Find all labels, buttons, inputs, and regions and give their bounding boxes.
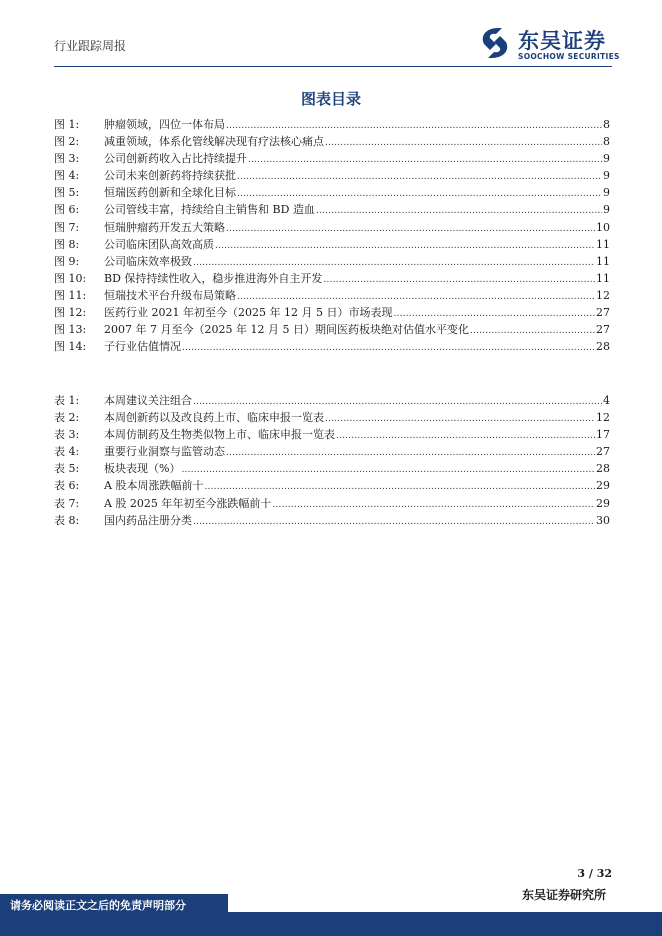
soochow-logo-icon — [476, 24, 514, 62]
entry-title: 本周建议关注组合 — [104, 394, 192, 407]
entry-number: 表 2: — [54, 411, 80, 425]
toc-entry[interactable] — [54, 426, 610, 443]
entry-title: 子行业估值情况 — [104, 340, 181, 354]
entry-number: 表 7: — [54, 496, 80, 510]
entry-page: 9 — [603, 169, 610, 183]
header-divider — [54, 66, 612, 67]
entry-page: 27 — [596, 306, 610, 320]
entry-title: 板块表现（%） — [104, 462, 181, 476]
toc-entry[interactable] — [54, 201, 610, 218]
entry-title: 重要行业洞察与监管动态 — [104, 445, 225, 459]
toc-entry[interactable] — [54, 304, 610, 321]
dot-leader — [325, 411, 595, 428]
toc-entry[interactable] — [54, 495, 610, 512]
toc-entry[interactable] — [54, 167, 610, 184]
entry-title: 减重领域，体系化管线解决现有疗法核心痛点 — [104, 135, 324, 149]
dot-leader — [182, 340, 595, 357]
entry-number: 图 14: — [54, 340, 87, 354]
entry-number: 表 3: — [54, 428, 80, 442]
entry-title: 恒瑞技术平台升级布局策略 — [104, 288, 236, 302]
brand-name-cn: 东吴证券 — [518, 29, 606, 53]
dot-leader — [215, 238, 595, 255]
toc-entry[interactable] — [54, 116, 610, 133]
entry-title: 恒瑞医药创新和全球化目标 — [104, 186, 236, 200]
entry-number: 图 11: — [54, 288, 87, 302]
entry-title: 恒瑞肿瘤药开发五大策略 — [104, 220, 225, 234]
entry-title: BD 保持持续性收入，稳步推进海外自主开发 — [104, 271, 323, 285]
entry-title: 肿瘤领域，四位一体布局 — [104, 118, 225, 131]
toc-entry[interactable] — [54, 253, 610, 270]
toc-entry[interactable] — [54, 409, 610, 426]
footer-firm-name: 东吴证券研究所 — [521, 888, 606, 902]
toc-entry[interactable] — [54, 236, 610, 253]
dot-leader — [193, 514, 595, 531]
entry-title: 2007 年 7 月至今（2025 年 12 月 5 日）期间医药板块绝对估值水平变化 — [104, 323, 469, 337]
entry-title: 公司创新药收入占比持续提升 — [104, 152, 247, 166]
entry-page: 9 — [603, 186, 610, 200]
entry-page: 9 — [603, 203, 610, 217]
entry-number: 图 5: — [54, 186, 80, 200]
entry-number: 表 4: — [54, 445, 80, 459]
dot-leader — [226, 445, 595, 462]
page-title: 图表目录 — [300, 90, 361, 108]
entry-page: 9 — [603, 152, 610, 166]
toc-entry[interactable] — [54, 133, 610, 150]
entry-number: 图 7: — [54, 220, 80, 234]
entry-page: 4 — [603, 394, 610, 407]
entry-page: 10 — [596, 220, 610, 234]
entry-number: 图 10: — [54, 271, 87, 285]
entry-number: 图 6: — [54, 203, 80, 217]
dot-leader — [226, 221, 595, 238]
toc-entry[interactable] — [54, 184, 610, 201]
entry-page: 28 — [596, 462, 610, 476]
dot-leader — [336, 428, 595, 445]
entry-title: 公司管线丰富，持续给自主销售和 BD 造血 — [104, 203, 315, 217]
entry-page: 12 — [596, 288, 610, 302]
toc-entry[interactable] — [54, 512, 610, 529]
toc-entry[interactable] — [54, 150, 610, 167]
report-type-label: 行业跟踪周报 — [54, 39, 127, 53]
toc-entry[interactable] — [54, 477, 610, 494]
entry-number: 表 1: — [54, 394, 80, 407]
entry-page: 11 — [596, 271, 610, 285]
dot-leader — [272, 497, 595, 514]
entry-title: 本周创新药以及改良药上市、临床申报一览表 — [104, 411, 324, 425]
toc-entry[interactable] — [54, 392, 610, 409]
dot-leader — [237, 169, 602, 186]
entry-title: 公司未来创新药将持续获批 — [104, 169, 236, 183]
entry-title: A 股 2025 年年初至今涨跌幅前十 — [104, 496, 272, 510]
dot-leader — [181, 462, 595, 479]
entry-number: 图 9: — [54, 254, 80, 268]
toc-entry[interactable] — [54, 287, 610, 304]
entry-number: 图 8: — [54, 237, 80, 251]
table-list — [54, 392, 610, 529]
entry-page: 30 — [596, 513, 610, 527]
entry-page: 8 — [603, 118, 610, 131]
toc-entry[interactable] — [54, 270, 610, 287]
toc-entry[interactable] — [54, 219, 610, 236]
entry-page: 11 — [596, 254, 610, 268]
entry-number: 图 4: — [54, 169, 80, 183]
entry-number: 图 1: — [54, 118, 80, 131]
dot-leader — [323, 272, 595, 289]
entry-number: 表 8: — [54, 513, 80, 527]
footer-disclaimer: 请务必阅读正文之后的免责声明部分 — [0, 894, 228, 918]
dot-leader — [248, 152, 602, 169]
entry-title: 公司临床效率极致 — [104, 254, 192, 268]
page-number: 3 / 32 — [577, 867, 612, 880]
entry-title: A 股本周涨跌幅前十 — [104, 479, 204, 493]
entry-page: 8 — [603, 135, 610, 149]
entry-number: 图 13: — [54, 323, 87, 337]
entry-page: 29 — [596, 496, 610, 510]
entry-number: 图 2: — [54, 135, 80, 149]
entry-title: 医药行业 2021 年初至今（2025 年 12 月 5 日）市场表现 — [104, 306, 393, 320]
entry-number: 图 3: — [54, 152, 80, 166]
entry-title: 公司临床团队高效高质 — [104, 237, 214, 251]
entry-page: 11 — [596, 237, 610, 251]
entry-number: 图 12: — [54, 306, 87, 320]
entry-page: 28 — [596, 340, 610, 354]
entry-page: 27 — [596, 323, 610, 337]
dot-leader — [470, 323, 595, 340]
entry-title: 本周仿制药及生物类似物上市、临床申报一览表 — [104, 428, 335, 442]
toc-entry[interactable] — [54, 443, 610, 460]
toc-entry[interactable] — [54, 338, 610, 355]
entry-title: 国内药品注册分类 — [104, 513, 192, 527]
dot-leader — [325, 135, 602, 152]
entry-number: 表 5: — [54, 462, 80, 476]
entry-page: 12 — [596, 411, 610, 425]
entry-page: 27 — [596, 445, 610, 459]
brand-name-en: SOOCHOW SECURITIES — [518, 52, 620, 61]
entry-number: 表 6: — [54, 479, 80, 493]
entry-page: 29 — [596, 479, 610, 493]
entry-page: 17 — [596, 428, 610, 442]
brand-logo — [476, 24, 626, 64]
toc-entry[interactable] — [54, 460, 610, 477]
dot-leader — [316, 203, 602, 220]
toc-entry[interactable] — [54, 321, 610, 338]
figure-list — [54, 116, 610, 355]
